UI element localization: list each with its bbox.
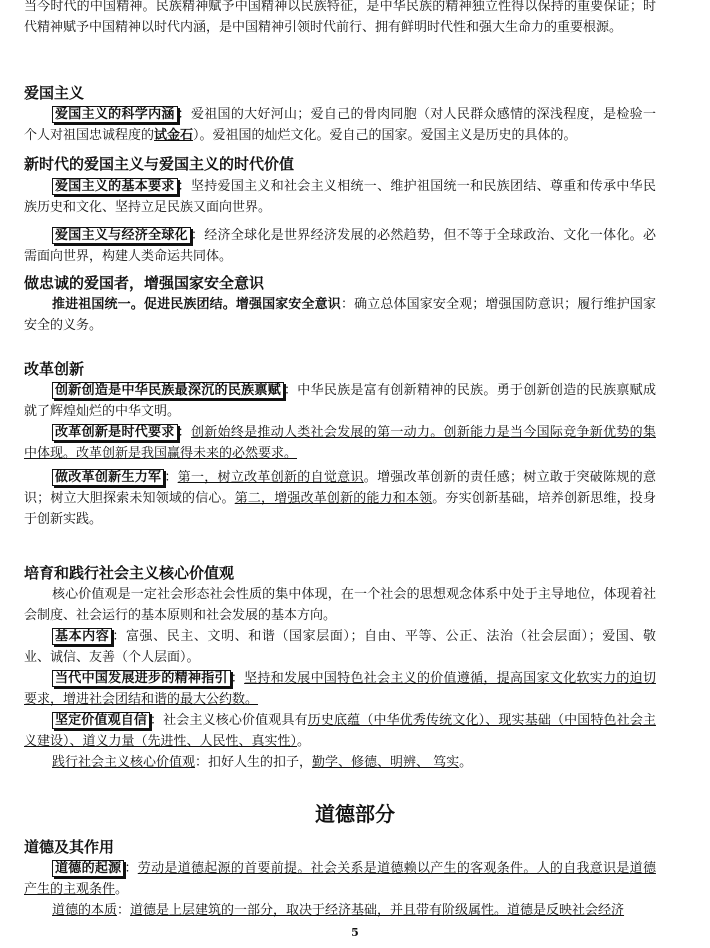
morality-paragraph-1: 道德的起源 ：劳动是道德起源的首要前提。社会关系是道德赖以产生的客观条件。人的自我意识是道德产生的主观条件。 <box>24 861 656 897</box>
heading-morality: 道德及其作用 <box>24 838 115 856</box>
boxed-term: 爱国主义与经济全球化 <box>52 227 191 244</box>
boxed-term: 当代中国发展进步的精神指引 <box>52 670 231 687</box>
new-era-paragraph-1: 爱国主义的基本要求 ：坚持爱国主义和社会主义相统一、维护祖国统一和民族团结、尊重和传承中华民族历史和文化、坚持立足民族又面向世界。 <box>24 179 656 215</box>
boxed-term: 爱国主义的基本要求 <box>52 178 178 195</box>
heading-loyal-patriot: 做忠诚的爱国者，增强国家安全意识 <box>24 274 265 292</box>
new-era-paragraph-2: 爱国主义与经济全球化 ：经济全球化是世界经济发展的必然趋势，但不等于全球政治、文化一体化。必需面向世界，构建人类命运共同体。 <box>24 228 656 264</box>
patriotism-paragraph: 爱国主义的科学内涵 ：爱祖国的大好河山；爱自己的骨肉同胞（对人民群众感情的深浅程度，是检验一个人对祖国忠诚程度的试金石）。爱祖国的灿烂文化。爱自己的国家。爱国主义是历史的具体的。 <box>24 107 656 143</box>
boxed-term: 基本内容 <box>52 628 112 645</box>
core-values-paragraph-1: 核心价值观是一定社会形态社会性质的集中体现，在一个社会的思想观念体系中处于主导地位，体现着社会制度、社会运行的基本原则和社会发展的基本方向。 <box>24 587 656 623</box>
heading-reform: 改革创新 <box>24 360 85 378</box>
boxed-term: 坚定价值观自信 <box>52 712 150 729</box>
reform-paragraph-1: 创新创造是中华民族最深沉的民族禀赋 ：中华民族是富有创新精神的民族。勇于创新创造的民族禀赋成就了辉煌灿烂的中华文明。 <box>24 383 656 419</box>
intro-paragraph: 当今时代的中国精神。民族精神赋予中国精神以民族特征，是中华民族的精神独立性得以保持的重要保证；时代精神赋予中国精神以时代内涵，是中国精神引领时代前行、拥有鲜明时代性和强大生命力的重要根源。 <box>24 0 656 35</box>
heading-new-era: 新时代的爱国主义与爱国主义的时代价值 <box>24 155 295 173</box>
heading-core-values: 培育和践行社会主义核心价值观 <box>24 564 235 582</box>
core-values-paragraph-3: 当代中国发展进步的精神指引 ：坚持和发展中国特色社会主义的价值遵循，提高国家文化软实力的迫切要求，增进社会团结和谐的最大公约数。 <box>24 671 656 707</box>
boxed-term: 改革创新是时代要求 <box>52 424 178 441</box>
key-term: 试金石 <box>154 128 194 143</box>
core-values-paragraph-5: 践行社会主义核心价值观：扣好人生的扣子，勤学、修德、明辨、 笃实。 <box>52 755 473 770</box>
loyal-paragraph: 推进祖国统一。促进民族团结。增强国家安全意识：确立总体国家安全观；增强国防意识；履行维护国家安全的义务。 <box>24 297 656 333</box>
boxed-term: 做改革创新生力军 <box>52 469 164 486</box>
core-values-paragraph-4: 坚定价值观自信 ：社会主义核心价值观具有历史底蕴（中华优秀传统文化）、现实基础（中国特色社会主义建设）、道义力量（先进性、人民性、真实性）。 <box>24 713 656 749</box>
core-values-paragraph-2: 基本内容 ：富强、民主、文明、和谐（国家层面）；自由、平等、公正、法治（社会层面）；爱国、敬业、诚信、友善（个人层面）。 <box>24 629 656 665</box>
page-number: 5 <box>351 926 359 939</box>
heading-patriotism: 爱国主义 <box>24 84 85 102</box>
reform-paragraph-3: 做改革创新生力军 ：第一，树立改革创新的自觉意识。增强改革创新的责任感；树立敢于突破陈规的意识；树立大胆探索未知领域的信心。第二，增强改革创新的能力和本领。夯实创新基础，培养创新思维，投身于创新实践。 <box>24 470 656 527</box>
section-title-morality: 道德部分 <box>315 802 395 826</box>
reform-paragraph-2: 改革创新是时代要求 ：创新始终是推动人类社会发展的第一动力。创新能力是当今国际竞争新优势的集中体现。改革创新是我国赢得未来的必然要求。 <box>24 425 656 461</box>
boxed-term: 创新创造是中华民族最深沉的民族禀赋 <box>52 382 284 399</box>
boxed-term: 道德的起源 <box>52 860 124 877</box>
morality-paragraph-2: 道德的本质：道德是上层建筑的一部分，取决于经济基础，并且带有阶级属性。道德是反映社会经济 <box>52 903 625 918</box>
boxed-term: 爱国主义的科学内涵 <box>52 106 178 123</box>
